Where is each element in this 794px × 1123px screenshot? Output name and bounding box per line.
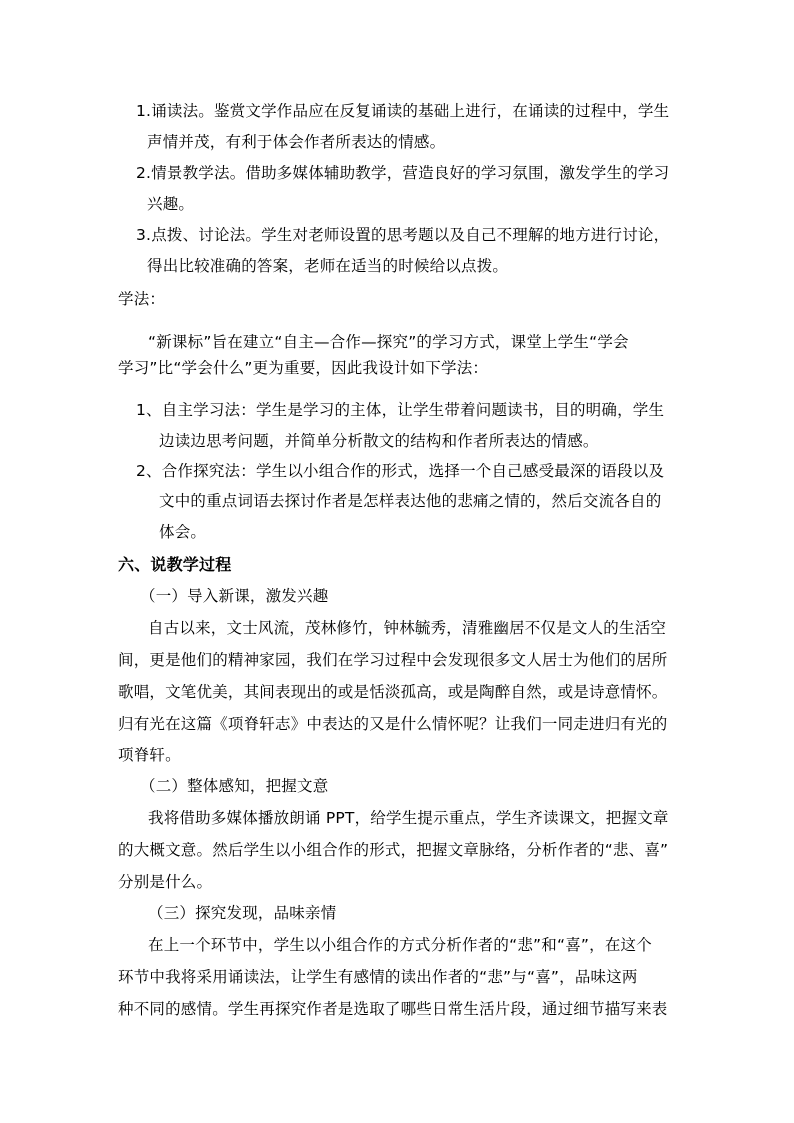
step-2-title: （二）整体感知，把握文意 (140, 777, 329, 795)
step-2-line-2: 的大概文意。然后学生以小组合作的形式，把握文章脉络，分析作者的“悲、喜” (118, 841, 669, 859)
process-heading: 六、说教学过程 (118, 555, 232, 574)
step-1-line-3: 歌唱，文笔优美，其间表现出的或是恬淡孤高，或是陶醉自然，或是诗意情怀。 (118, 683, 668, 701)
method-1-line-1: 1.诵读法。鉴赏文学作品应在反复诵读的基础上进行，在诵读的过程中，学生 (136, 102, 670, 120)
step-1-line-1: 自古以来，文士风流，茂林修竹，钟林毓秀，清雅幽居不仅是文人的生活空 (148, 619, 667, 637)
step-1-line-2: 间，更是他们的精神家园，我们在学习过程中会发现很多文人居士为他们的居所 (118, 651, 668, 669)
method-3-line-2: 得出比较准确的答案，老师在适当的时候给以点拨。 (147, 257, 509, 275)
study-intro-line-2: 学习”比“学会什么”更为重要，因此我设计如下学法： (118, 359, 489, 377)
method-2-line-2: 兴趣。 (147, 195, 195, 213)
step-1-title: （一）导入新课，激发兴趣 (140, 587, 329, 605)
study-item-2-line-1: 2、合作探究法：学生以小组合作的形式，选择一个自己感受最深的语段以及 (136, 462, 665, 480)
method-3-line-1: 3.点拨、讨论法。学生对老师设置的思考题以及自己不理解的地方进行讨论， (136, 226, 670, 244)
step-3-title: （三）探究发现，品味亲情 (148, 904, 337, 922)
study-item-1-line-1: 1、自主学习法：学生是学习的主体，让学生带着问题读书，目的明确，学生 (136, 401, 665, 419)
study-item-2-line-2: 文中的重点词语去探讨作者是怎样表达他的悲痛之情的，然后交流各自的 (159, 492, 662, 510)
study-methods-heading: 学法： (118, 290, 166, 308)
step-3-line-1: 在上一个环节中，学生以小组合作的方式分析作者的“悲”和“喜”，在这个 (148, 936, 652, 954)
study-intro-line-1: “新课标”旨在建立“自主—合作—探究”的学习方式，课堂上学生“学会 (148, 333, 629, 351)
step-1-line-4: 归有光在这篇《项脊轩志》中表达的又是什么情怀呢？让我们一同走进归有光的 (118, 715, 668, 733)
method-1-line-2: 声情并茂，有利于体会作者所表达的情感。 (147, 133, 446, 151)
step-3-line-2: 环节中我将采用诵读法，让学生有感情的读出作者的“悲”与“喜”，品味这两 (118, 968, 638, 986)
study-item-1-line-2: 边读边思考问题，并简单分析散文的结构和作者所表达的情感。 (159, 432, 599, 450)
step-2-line-3: 分别是什么。 (118, 873, 213, 891)
step-2-line-1: 我将借助多媒体播放朗诵 PPT，给学生提示重点，学生齐读课文，把握文章 (148, 809, 669, 827)
step-3-line-3: 种不同的感情。学生再探究作者是选取了哪些日常生活片段，通过细节描写来表 (118, 1000, 668, 1018)
step-1-line-5: 项脊轩。 (118, 746, 181, 764)
method-2-line-1: 2.情景教学法。借助多媒体辅助教学，营造良好的学习氛围，激发学生的学习 (136, 164, 670, 182)
study-item-2-line-3: 体会。 (159, 523, 207, 541)
